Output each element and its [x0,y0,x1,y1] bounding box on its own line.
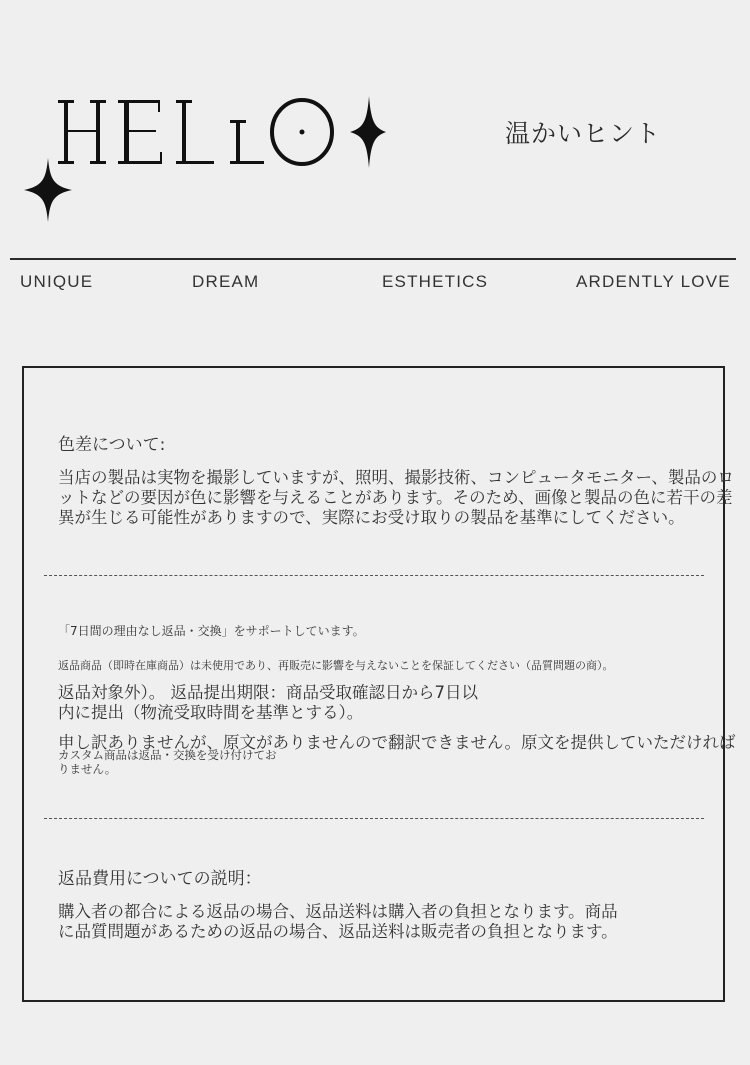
return-fee-body: 購入者の都合による返品の場合、返品送料は購入者の負担となります。商品 に品質問題があるための返品の場合、返品送料は販売者の負担となります。 [58,902,618,941]
dashed-divider [44,575,704,576]
translation-apology: 申し訳ありませんが、原文がありませんので翻訳できません。原文を提供していただければ [58,733,736,752]
hint-title: 温かいヒント [505,119,662,148]
return-deadline: 返品対象外）。 返品提出期限：商品受取確認日から7日以 内に提出（物流受取時間を基準とする）。 [58,683,478,722]
sparkle-icon [350,96,386,168]
return-policy-title: 「7日間の理由なし返品・交換」をサポートしています。 [58,624,365,638]
color-difference-heading: 色差について: [58,435,166,455]
tagline-esthetics: ESTHETICS [382,272,489,291]
custom-item-note: カスタム商品は返品・交換を受け付けてお りません。 [58,748,277,776]
hello-logo [24,80,394,235]
tagline-ardently-love: ARDENTLY LOVE [576,272,731,291]
tagline-unique: UNIQUE [20,272,94,291]
dashed-divider [44,818,704,819]
tagline-dream: DREAM [192,272,260,291]
return-condition-note: 返品商品（即時在庫商品）は未使用であり、再販売に影響を与えないことを保証してください（品質問題の商）。 [58,659,614,672]
color-difference-body: 当店の製品は実物を撮影していますが、照明、撮影技術、コンピュータモニター、製品のロ ットなどの要因が色に影響を与えることがあります。そのため、画像と製品の色に若干の差 異が生じる可能性がありますので、実際にお受け取りの製品を基準にしてください。 [58,468,734,527]
sparkle-icon [24,158,72,222]
header-divider [10,258,736,260]
return-fee-heading: 返品費用についての説明： [58,869,262,889]
